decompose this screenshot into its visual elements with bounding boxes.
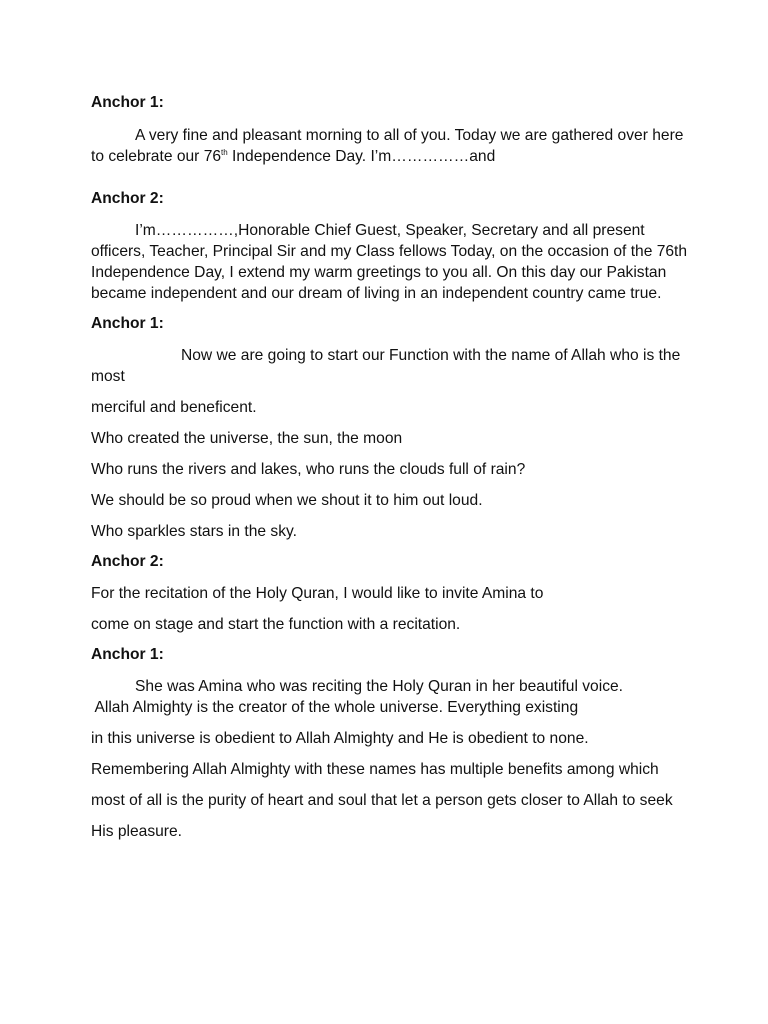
poem-line: Who sparkles stars in the sky. [91, 523, 297, 540]
closing-line: Remembering Allah Almighty with these names has multiple benefits among which [91, 761, 659, 778]
document-content [91, 93, 691, 842]
intro-text-end: Independence Day. I’m……………and [227, 148, 496, 165]
greeting-paragraph: I’m……………,Honorable Chief Guest, Speaker, Secretary and all present officers, Teacher, Principal Sir and my Class fellows Today, on the occasion of the 76th Independence Day, I extend my warm greetings to you all. On this day our Pakistan became independent and our dream of living in an independent country came true. [91, 222, 688, 302]
poem-line: We should be so proud when we shout it to him out loud. [91, 492, 483, 509]
closing-line: His pleasure. [91, 823, 183, 840]
invite-line: come on stage and start the function with a recitation. [91, 616, 461, 633]
closing-second-line: Allah Almighty is the creator of the whole universe. Everything existing [91, 699, 579, 716]
anchor-1-heading: Anchor 1: [91, 94, 164, 111]
start-function-paragraph: Now we are going to start our Function with the name of Allah who is the most [91, 347, 681, 385]
anchor-2-heading: Anchor 2: [91, 553, 164, 570]
invite-line: For the recitation of the Holy Quran, I would like to invite Amina to [91, 585, 544, 602]
closing-first-line: She was Amina who was reciting the Holy Quran in her beautiful voice. [135, 678, 623, 695]
anchor-2-heading: Anchor 2: [91, 190, 164, 207]
anchor-1-heading: Anchor 1: [91, 315, 164, 332]
anchor-1-heading: Anchor 1: [91, 646, 164, 663]
closing-line: in this universe is obedient to Allah Almighty and He is obedient to none. [91, 730, 589, 747]
poem-line: Who runs the rivers and lakes, who runs the clouds full of rain? [91, 461, 526, 478]
intro-text: A very fine and pleasant morning to all of you. Today we are gathered over here to celebrate our 76 [91, 127, 684, 165]
poem-line: merciful and beneficent. [91, 399, 257, 416]
intro-paragraph [91, 125, 691, 167]
poem-line: Who created the universe, the sun, the moon [91, 430, 403, 447]
intro-superscript: th [221, 147, 228, 157]
closing-line: most of all is the purity of heart and soul that let a person gets closer to Allah to seek [91, 792, 673, 809]
